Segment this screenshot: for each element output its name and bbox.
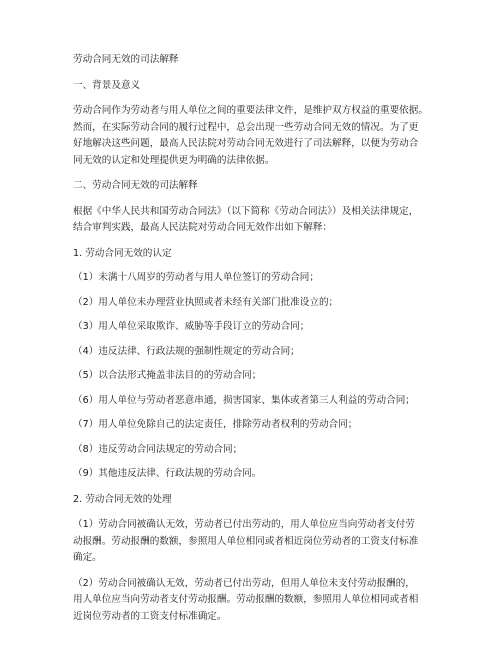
handling-paragraph-2: [73, 576, 462, 626]
list-item: （4）违反法律、行政法规的强制性规定的劳动合同；: [73, 345, 300, 357]
list-item: （8）违反劳动合同法规定的劳动合同；: [73, 443, 243, 455]
document-title: 劳动合同无效的司法解释: [73, 54, 179, 65]
body-line: 劳动合同作为劳动者与用人单位之间的重要法律文件，是维护双方权益的重要依据。: [73, 105, 428, 116]
subsection-1-heading: 1. 劳动合同无效的认定: [73, 247, 172, 259]
body-line: 结合审判实践，最高人民法院对劳动合同无效作出如下解释：: [73, 222, 333, 233]
body-line: 近岗位劳动者的工资支付标准确定。: [73, 610, 227, 622]
list-item: （2）用人单位未办理营业执照或者未经有关部门批准设立的；: [73, 296, 339, 308]
body-line: 然而，在实际劳动合同的履行过程中，总会出现一些劳动合同无效的情况。为了更: [73, 121, 419, 133]
section-2-heading: 二、劳动合同无效的司法解释: [73, 180, 198, 191]
handling-paragraph-1: [73, 517, 462, 567]
body-line: 好地解决这些问题，最高人民法院对劳动合同无效进行了司法解释，以便为劳动合: [73, 138, 419, 149]
list-item: （3）用人单位采取欺诈、威胁等手段订立的劳动合同；: [73, 321, 310, 332]
section-1-body: [73, 103, 462, 169]
body-line: 根据《中华人民共和国劳动合同法》（以下简称《劳动合同法》）及相关法律规定，: [73, 205, 419, 217]
body-line: 动报酬。劳动报酬的数额，参照用人单位相同或者相近岗位劳动者的工资支付标准: [73, 535, 419, 547]
body-line: 同无效的认定和处理提供更为明确的法律依据。: [73, 154, 275, 166]
subsection-2-heading: 2. 劳动合同无效的处理: [73, 493, 172, 505]
body-line: 确定。: [73, 552, 102, 563]
section-1-heading: 一、背景及意义: [73, 79, 141, 91]
list-item: （7）用人单位免除自己的法定责任，排除劳动者权利的劳动合同；: [73, 419, 358, 430]
body-line: （1）劳动合同被确认无效，劳动者已付出劳动的，用人单位应当向劳动者支付劳: [73, 519, 415, 530]
list-item: （5）以合法形式掩盖非法目的的劳动合同；: [73, 370, 262, 381]
section-2-intro: [73, 204, 462, 237]
list-item: （9）其他违反法律、行政法规的劳动合同。: [73, 468, 262, 479]
list-item: （1）未满十八周岁的劳动者与用人单位签订的劳动合同；: [73, 272, 319, 283]
body-line: （2）劳动合同被确认无效，劳动者已付出劳动，但用人单位未支付劳动报酬的，: [73, 577, 415, 589]
body-line: 用人单位应当向劳动者支付劳动报酬。劳动报酬的数额，参照用人单位相同或者相: [73, 594, 419, 605]
list-item: （6）用人单位与劳动者恶意串通，损害国家、集体或者第三人利益的劳动合同；: [73, 394, 415, 406]
